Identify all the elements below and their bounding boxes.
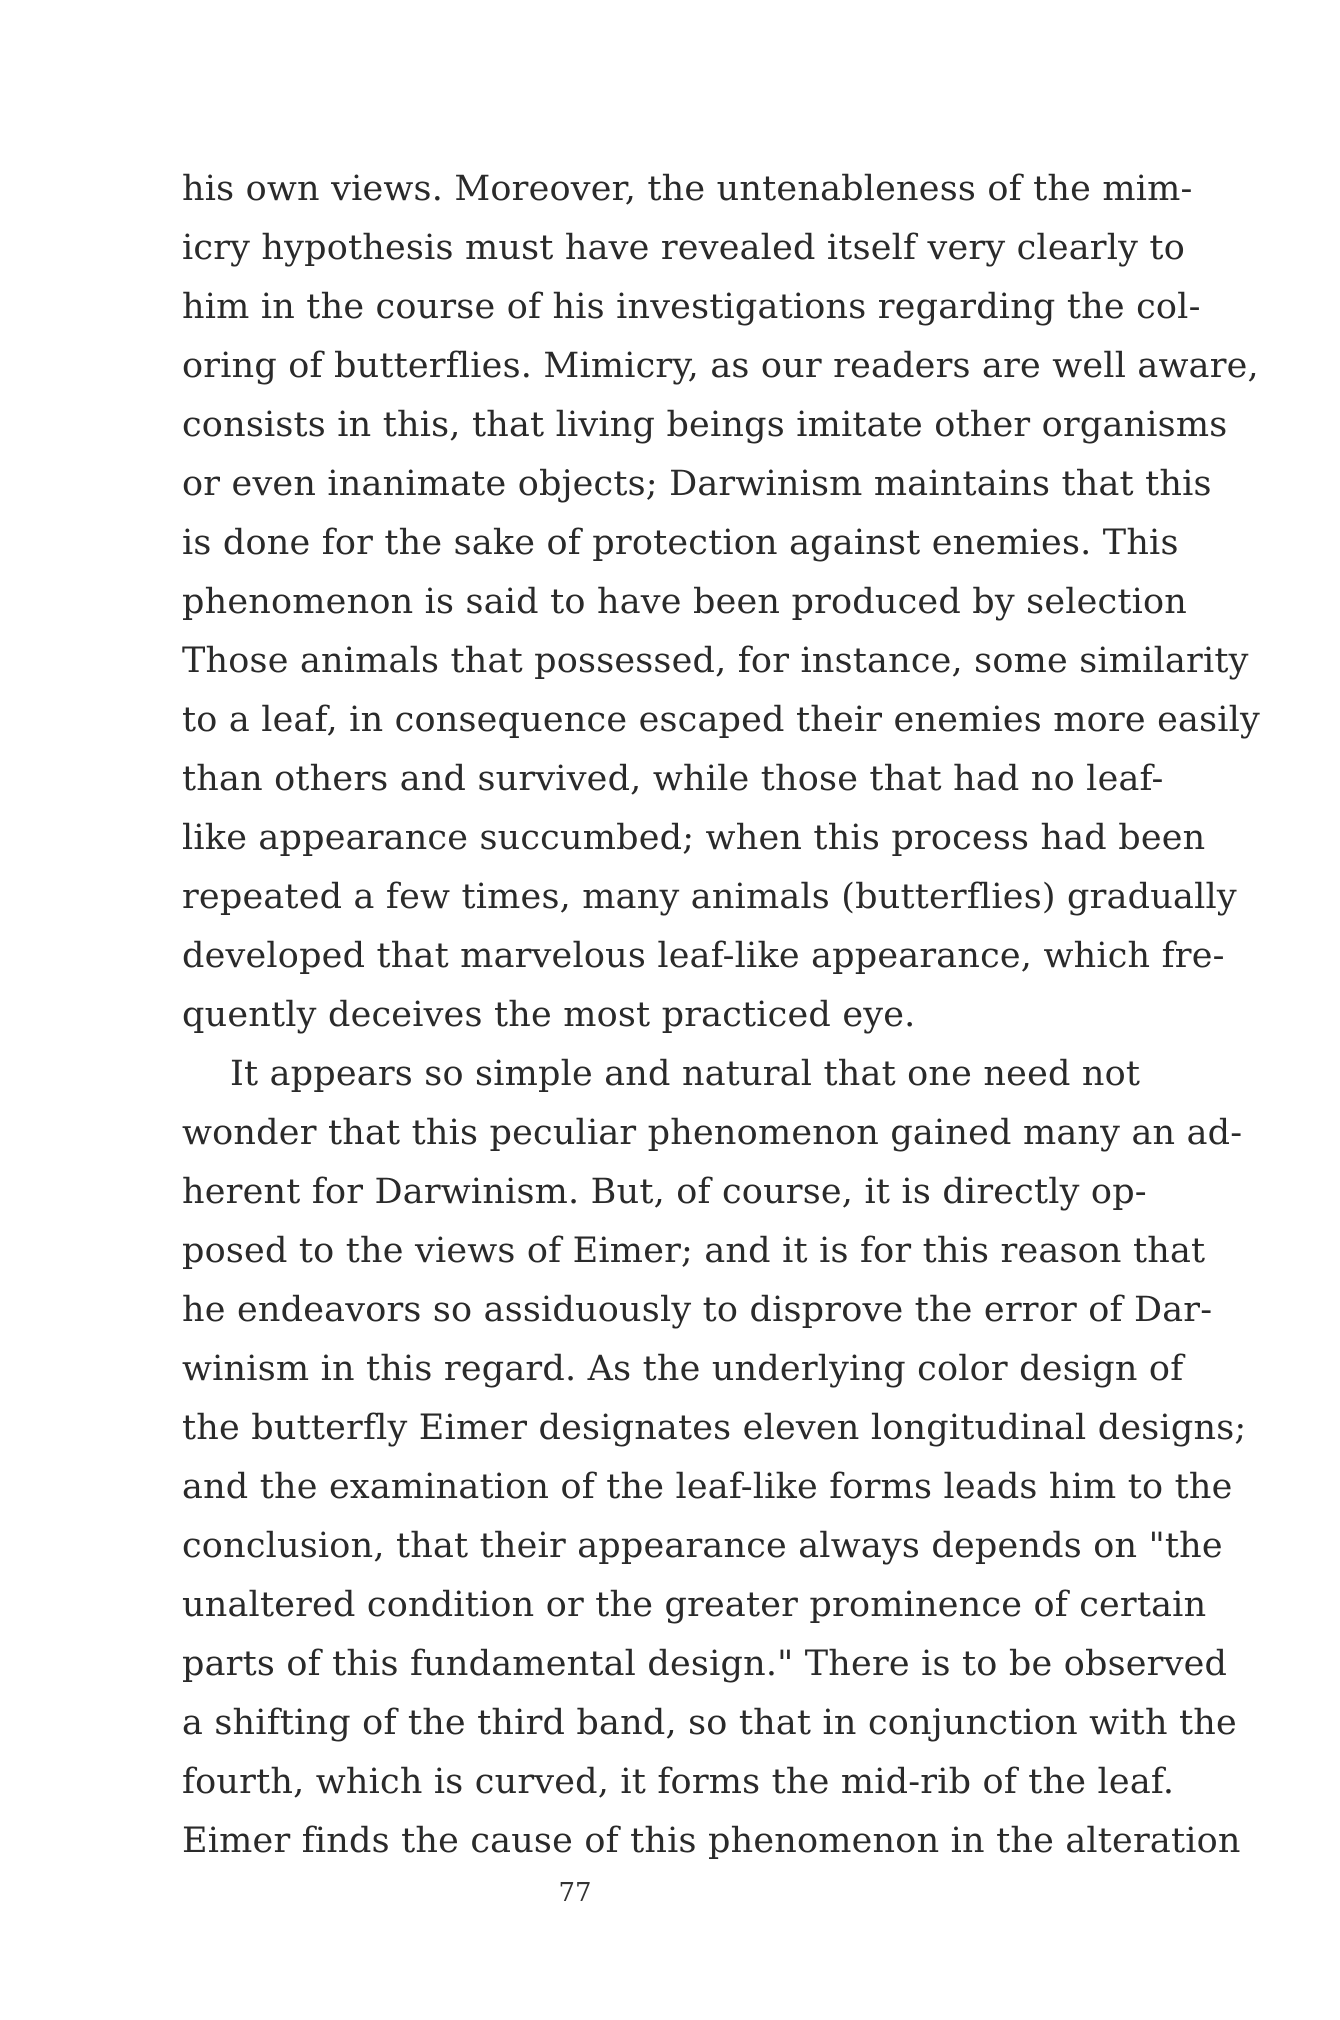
text-line: to a leaf, in consequence escaped their enemies more easily [182, 700, 1261, 740]
paragraph-1 [182, 160, 1261, 1045]
text-line: It appears so simple and natural that one need not [230, 1054, 1141, 1094]
text-line: herent for Darwinism. But, of course, it is directly op- [182, 1172, 1147, 1212]
page-number: 77 [558, 1878, 592, 1908]
text-line: winism in this regard. As the underlying color design of [182, 1349, 1184, 1389]
text-line: oring of butterflies. Mimicry, as our readers are well aware, [182, 346, 1259, 386]
text-line: conclusion, that their appearance always depends on "the [182, 1526, 1223, 1566]
text-line: the butterfly Eimer designates eleven longitudinal designs; [182, 1408, 1247, 1448]
text-line: and the examination of the leaf-like forms leads him to the [182, 1467, 1233, 1507]
text-line: icry hypothesis must have revealed itself very clearly to [182, 228, 1185, 268]
text-line: wonder that this peculiar phenomenon gained many an ad- [182, 1113, 1243, 1153]
text-line: Eimer finds the cause of this phenomenon in the alteration [182, 1821, 1241, 1861]
text-line: a shifting of the third band, so that in conjunction with the [182, 1703, 1237, 1743]
text-line: Those animals that possessed, for instance, some similarity [182, 641, 1249, 681]
text-line: posed to the views of Eimer; and it is for this reason that [182, 1231, 1206, 1271]
body-text [182, 160, 1261, 1871]
text-line: quently deceives the most practiced eye. [182, 995, 916, 1035]
text-line: parts of this fundamental design." There is to be observed [182, 1644, 1228, 1684]
text-line: or even inanimate objects; Darwinism maintains that this [182, 464, 1212, 504]
text-line: repeated a few times, many animals (butterflies) gradually [182, 877, 1237, 917]
text-line: like appearance succumbed; when this process had been [182, 818, 1206, 858]
paragraph-2 [182, 1045, 1247, 1871]
text-line: consists in this, that living beings imitate other organisms [182, 405, 1228, 445]
text-line: his own views. Moreover, the untenableness of the mim- [182, 169, 1193, 209]
text-line: than others and survived, while those that had no leaf- [182, 759, 1164, 799]
text-line: phenomenon is said to have been produced by selection [182, 582, 1188, 622]
text-line: unaltered condition or the greater prominence of certain [182, 1585, 1207, 1625]
text-line: fourth, which is curved, it forms the mid-rib of the leaf. [182, 1762, 1175, 1802]
text-line: is done for the sake of protection against enemies. This [182, 523, 1179, 563]
text-line: he endeavors so assiduously to disprove the error of Dar- [182, 1290, 1213, 1330]
text-line: developed that marvelous leaf-like appearance, which fre- [182, 936, 1225, 976]
text-line: him in the course of his investigations regarding the col- [182, 287, 1201, 327]
